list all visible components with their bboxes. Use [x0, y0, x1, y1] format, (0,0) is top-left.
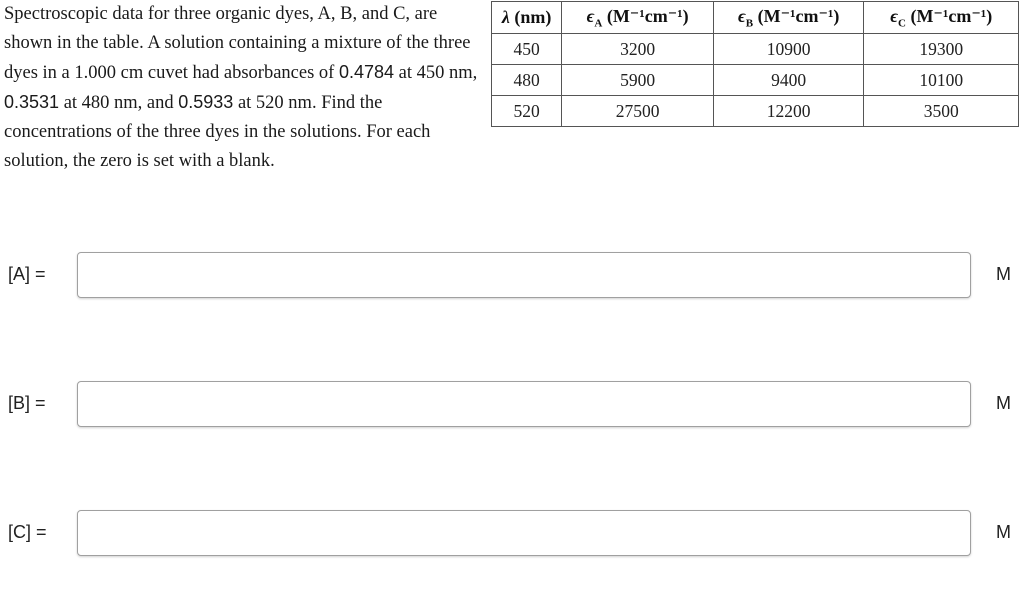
- cell-epsilon-a: 5900: [562, 65, 714, 96]
- answer-unit-a: M: [996, 264, 1011, 284]
- concentration-c-input[interactable]: [77, 510, 971, 556]
- cell-epsilon-a: 27500: [562, 96, 714, 127]
- cell-epsilon-c: 19300: [864, 34, 1019, 65]
- cell-epsilon-c: 10100: [864, 65, 1019, 96]
- answer-row-b: [0, 381, 1024, 429]
- cell-epsilon-b: 10900: [713, 34, 864, 65]
- header-epsilon-b: $\epsilon_B$ (M⁻¹cm⁻¹): [713, 2, 864, 34]
- table-row: [492, 65, 1019, 96]
- concentration-b-input[interactable]: [77, 381, 971, 427]
- problem-text-3: at 480 nm, and: [59, 93, 179, 113]
- header-epsilon-c: $\epsilon_C$ (M⁻¹cm⁻¹): [864, 2, 1019, 34]
- absorbance-520: 0.5933: [178, 92, 234, 112]
- absorbance-480: 0.3531: [4, 92, 60, 112]
- problem-text-4: at 520 nm. Find the concentrations of the three dyes in the solutions. For each solution, the zero is set with a blank.: [4, 93, 431, 171]
- absorbance-450: 0.4784: [338, 62, 395, 82]
- answer-unit-b: M: [996, 393, 1011, 413]
- answer-label-b: [B] =: [8, 393, 46, 413]
- cell-wavelength: 480: [492, 65, 562, 96]
- answer-label-c: [C] =: [8, 522, 47, 542]
- cell-epsilon-b: 9400: [713, 65, 864, 96]
- header-epsilon-a: $\epsilon_A$ (M⁻¹cm⁻¹): [562, 2, 714, 34]
- problem-statement: [4, 0, 482, 176]
- answer-row-a: [0, 252, 1024, 300]
- cell-wavelength: 520: [492, 96, 562, 127]
- spectroscopic-data-table: [491, 1, 1019, 127]
- table-row: [492, 34, 1019, 65]
- header-wavelength: λ (nm): [492, 2, 562, 34]
- cell-epsilon-b: 12200: [713, 96, 864, 127]
- table-header-row: [492, 2, 1019, 34]
- cell-epsilon-c: 3500: [864, 96, 1019, 127]
- answer-label-a: [A] =: [8, 264, 46, 284]
- concentration-a-input[interactable]: [77, 252, 971, 298]
- cell-wavelength: 450: [492, 34, 562, 65]
- cell-epsilon-a: 3200: [562, 34, 714, 65]
- problem-text-1: Spectroscopic data for three organic dyes, A, B, and C, are shown in the table. A solution containing a mixture of the three dyes in a 1.000 cm cuvet had absorbances of: [4, 4, 471, 83]
- problem-text-2: at 450 nm,: [394, 63, 478, 83]
- table-row: [492, 96, 1019, 127]
- answer-row-c: [0, 510, 1024, 558]
- answer-unit-c: M: [996, 522, 1011, 542]
